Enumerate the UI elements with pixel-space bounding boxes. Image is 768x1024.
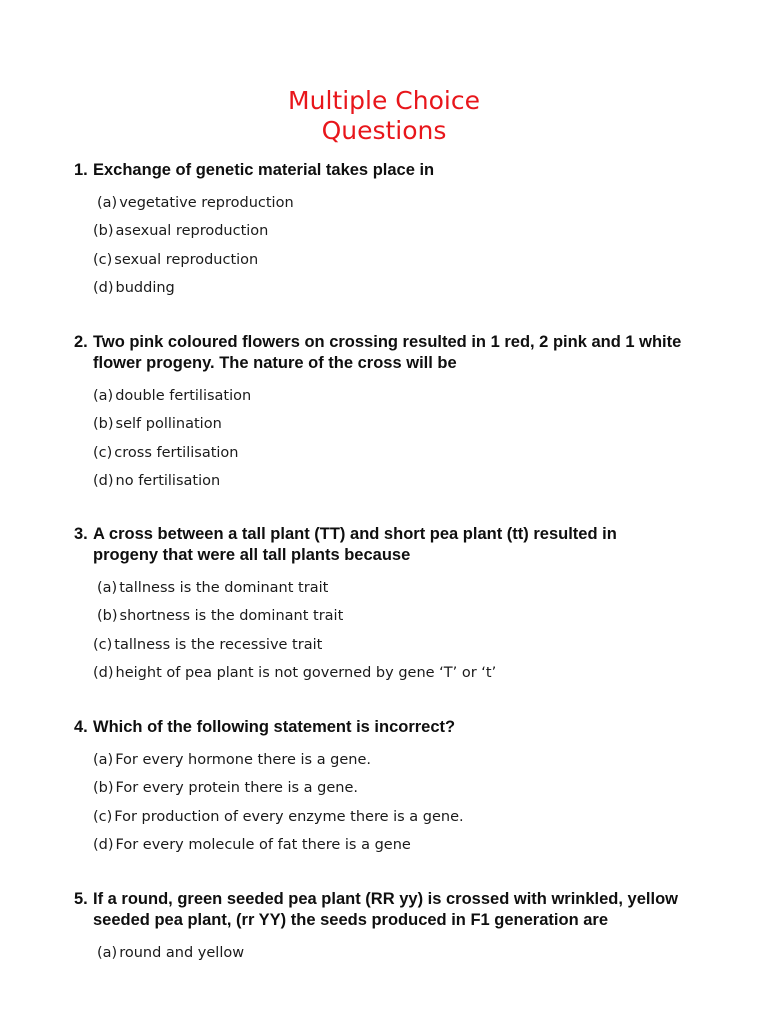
option-text: vegetative reproduction <box>119 195 294 212</box>
option-text: cross fertilisation <box>114 444 239 461</box>
option-label: (d) <box>93 665 114 682</box>
option-list <box>74 189 684 302</box>
option-label: (a) <box>93 388 114 405</box>
option-label: (c) <box>93 251 113 268</box>
option-label: (d) <box>93 280 114 297</box>
option-label: (a) <box>93 752 114 769</box>
option-d <box>74 274 684 302</box>
option-text: asexual reproduction <box>115 223 269 240</box>
question-1 <box>74 160 684 302</box>
option-c <box>74 631 684 659</box>
option-a <box>74 746 684 774</box>
option-a <box>74 382 684 410</box>
option-list <box>74 939 684 967</box>
option-label: (c) <box>93 444 113 461</box>
option-a <box>74 939 684 967</box>
question-text: Two pink coloured flowers on crossing resulted in 1 red, 2 pink and 1 white flower progeny. The nature of the cross will be <box>93 333 682 372</box>
option-label: (b) <box>93 780 114 797</box>
option-label: (a) <box>97 945 118 962</box>
option-text: sexual reproduction <box>114 251 259 268</box>
question-number: 3. <box>74 525 88 543</box>
option-list <box>74 574 684 687</box>
option-text: self pollination <box>115 416 222 433</box>
option-label: (b) <box>97 608 118 625</box>
option-text: tallness is the recessive trait <box>114 636 323 653</box>
question-stem <box>74 717 684 738</box>
option-c <box>74 803 684 831</box>
page-title <box>0 86 768 146</box>
option-text: height of pea plant is not governed by gene ‘T’ or ‘t’ <box>115 665 497 682</box>
option-label: (d) <box>93 837 114 854</box>
question-stem <box>74 524 684 566</box>
question-stem <box>74 332 684 374</box>
option-label: (c) <box>93 636 113 653</box>
question-text: If a round, green seeded pea plant (RR yy) is crossed with wrinkled, yellow seeded pea plant, (rr YY) the seeds produced in F1 generation are <box>93 890 678 929</box>
option-a <box>74 189 684 217</box>
question-number: 4. <box>74 718 88 736</box>
question-3 <box>74 524 684 687</box>
option-label: (a) <box>97 580 118 597</box>
option-b <box>74 774 684 802</box>
option-label: (c) <box>93 808 113 825</box>
question-number: 5. <box>74 890 88 908</box>
question-text: Exchange of genetic material takes place in <box>93 161 435 179</box>
option-text: shortness is the dominant trait <box>119 608 344 625</box>
option-label: (d) <box>93 473 114 490</box>
option-b <box>74 410 684 438</box>
option-text: no fertilisation <box>115 473 221 490</box>
question-5 <box>74 889 684 967</box>
option-text: For every molecule of fat there is a gene <box>115 837 411 854</box>
option-c <box>74 439 684 467</box>
option-text: tallness is the dominant trait <box>119 580 329 597</box>
title-line-1: Multiple Choice <box>288 86 480 115</box>
question-text: A cross between a tall plant (TT) and short pea plant (tt) resulted in progeny that were all tall plants because <box>93 525 617 564</box>
option-label: (a) <box>97 195 118 212</box>
option-text: budding <box>115 280 175 297</box>
question-stem <box>74 160 684 181</box>
option-a <box>74 574 684 602</box>
question-stem <box>74 889 684 931</box>
question-2 <box>74 332 684 495</box>
question-number: 2. <box>74 333 88 351</box>
option-text: round and yellow <box>119 945 245 962</box>
title-line-2: Questions <box>321 116 447 145</box>
option-list <box>74 382 684 495</box>
option-text: For production of every enzyme there is a gene. <box>114 808 464 825</box>
option-d <box>74 831 684 859</box>
option-label: (b) <box>93 223 114 240</box>
option-d <box>74 659 684 687</box>
option-text: double fertilisation <box>115 388 252 405</box>
option-b <box>74 217 684 245</box>
question-4 <box>74 717 684 859</box>
option-list <box>74 746 684 859</box>
option-d <box>74 467 684 495</box>
option-label: (b) <box>93 416 114 433</box>
question-text: Which of the following statement is incorrect? <box>93 718 456 736</box>
option-text: For every hormone there is a gene. <box>115 752 372 769</box>
option-b <box>74 602 684 630</box>
question-number: 1. <box>74 161 88 179</box>
option-c <box>74 246 684 274</box>
option-text: For every protein there is a gene. <box>115 780 359 797</box>
